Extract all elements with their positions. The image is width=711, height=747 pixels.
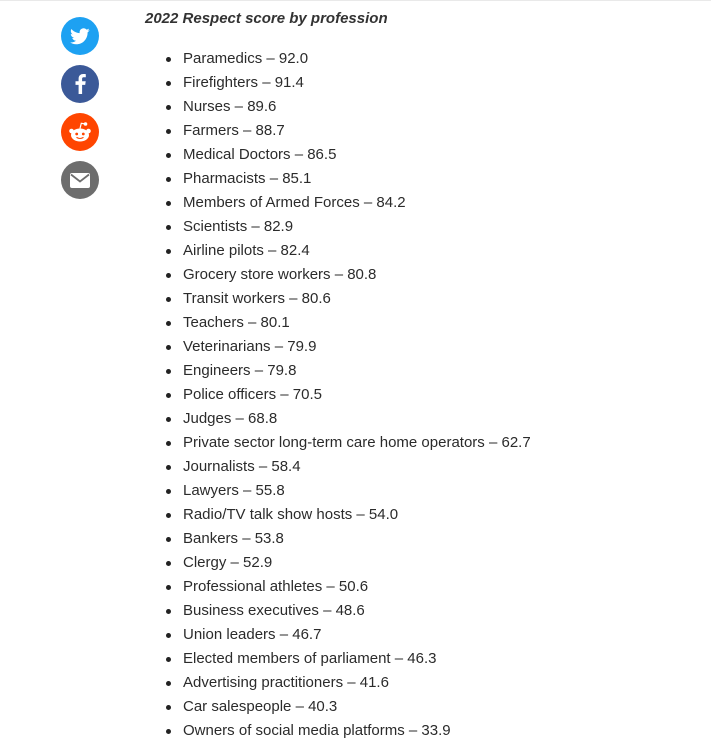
list-item-text: Firefighters – 91.4: [183, 74, 304, 91]
list-item-text: Professional athletes – 50.6: [183, 578, 369, 595]
bullet: [166, 129, 171, 134]
bullet: [166, 513, 171, 518]
facebook-icon: [75, 74, 86, 94]
bullet: [166, 297, 171, 302]
list-item-text: Airline pilots – 82.4: [183, 242, 310, 259]
list-item-text: Owners of social media platforms – 33.9: [183, 722, 451, 739]
list-item: [145, 577, 685, 601]
list-item: [145, 673, 685, 697]
list-item-text: Transit workers – 80.6: [183, 290, 331, 307]
list-item: [145, 553, 685, 577]
bullet: [166, 369, 171, 374]
list-item: [145, 457, 685, 481]
bullet: [166, 105, 171, 110]
bullet: [166, 393, 171, 398]
list-item-text: Veterinarians – 79.9: [183, 338, 317, 355]
list-item: [145, 313, 685, 337]
list-item: [145, 529, 685, 553]
list-item: [145, 481, 685, 505]
list-item: [145, 433, 685, 457]
list-item-text: Teachers – 80.1: [183, 314, 290, 331]
list-item: [145, 721, 685, 745]
bullet: [166, 345, 171, 350]
respect-score-list: [145, 49, 685, 745]
bullet: [166, 225, 171, 230]
bullet: [166, 417, 171, 422]
list-item-text: Pharmacists – 85.1: [183, 170, 312, 187]
list-item-text: Car salespeople – 40.3: [183, 698, 338, 715]
list-item-text: Lawyers – 55.8: [183, 482, 285, 499]
bullet: [166, 633, 171, 638]
list-item-text: Members of Armed Forces – 84.2: [183, 194, 406, 211]
list-item: [145, 361, 685, 385]
twitter-share-button[interactable]: [61, 17, 99, 55]
bullet: [166, 609, 171, 614]
bullet: [166, 657, 171, 662]
top-divider: [0, 0, 711, 1]
list-item-text: Journalists – 58.4: [183, 458, 301, 475]
list-item: [145, 649, 685, 673]
list-item-text: Nurses – 89.6: [183, 98, 277, 115]
list-item-text: Advertising practitioners – 41.6: [183, 674, 389, 691]
list-item-text: Scientists – 82.9: [183, 218, 294, 235]
list-item: [145, 145, 685, 169]
bullet: [166, 537, 171, 542]
email-icon: [70, 173, 90, 188]
bullet: [166, 561, 171, 566]
list-item-text: Farmers – 88.7: [183, 122, 285, 139]
list-item: [145, 193, 685, 217]
list-item: [145, 169, 685, 193]
list-item-text: Police officers – 70.5: [183, 386, 322, 403]
bullet: [166, 153, 171, 158]
bullet: [166, 465, 171, 470]
bullet: [166, 81, 171, 86]
list-item: [145, 97, 685, 121]
list-item-text: Radio/TV talk show hosts – 54.0: [183, 506, 399, 523]
list-item: [145, 121, 685, 145]
list-item: [145, 289, 685, 313]
reddit-icon: [68, 121, 92, 143]
facebook-share-button[interactable]: [61, 65, 99, 103]
article-content: [145, 9, 685, 745]
list-item: [145, 601, 685, 625]
list-item-text: Grocery store workers – 80.8: [183, 266, 377, 283]
list-item-text: Engineers – 79.8: [183, 362, 297, 379]
list-item-text: Private sector long-term care home operators – 62.7: [183, 434, 531, 451]
bullet: [166, 177, 171, 182]
list-item-text: Medical Doctors – 86.5: [183, 146, 337, 163]
list-heading: 2022 Respect score by profession: [145, 10, 388, 27]
list-item: [145, 241, 685, 265]
bullet: [166, 729, 171, 734]
list-item-text: Paramedics – 92.0: [183, 50, 309, 67]
list-item-text: Elected members of parliament – 46.3: [183, 650, 437, 667]
list-item: [145, 697, 685, 721]
list-item-text: Business executives – 48.6: [183, 602, 365, 619]
twitter-icon: [70, 28, 90, 45]
bullet: [166, 705, 171, 710]
list-item-text: Clergy – 52.9: [183, 554, 273, 571]
list-item: [145, 73, 685, 97]
list-item: [145, 49, 685, 73]
bullet: [166, 681, 171, 686]
bullet: [166, 489, 171, 494]
list-item-text: Bankers – 53.8: [183, 530, 284, 547]
share-rail: [61, 17, 99, 209]
bullet: [166, 57, 171, 62]
list-item: [145, 385, 685, 409]
list-item: [145, 625, 685, 649]
bullet: [166, 273, 171, 278]
list-item: [145, 409, 685, 433]
list-item: [145, 265, 685, 289]
bullet: [166, 441, 171, 446]
bullet: [166, 585, 171, 590]
email-share-button[interactable]: [61, 161, 99, 199]
list-item: [145, 505, 685, 529]
bullet: [166, 321, 171, 326]
reddit-share-button[interactable]: [61, 113, 99, 151]
bullet: [166, 249, 171, 254]
list-item: [145, 217, 685, 241]
bullet: [166, 201, 171, 206]
list-item-text: Judges – 68.8: [183, 410, 278, 427]
list-item: [145, 337, 685, 361]
list-item-text: Union leaders – 46.7: [183, 626, 322, 643]
